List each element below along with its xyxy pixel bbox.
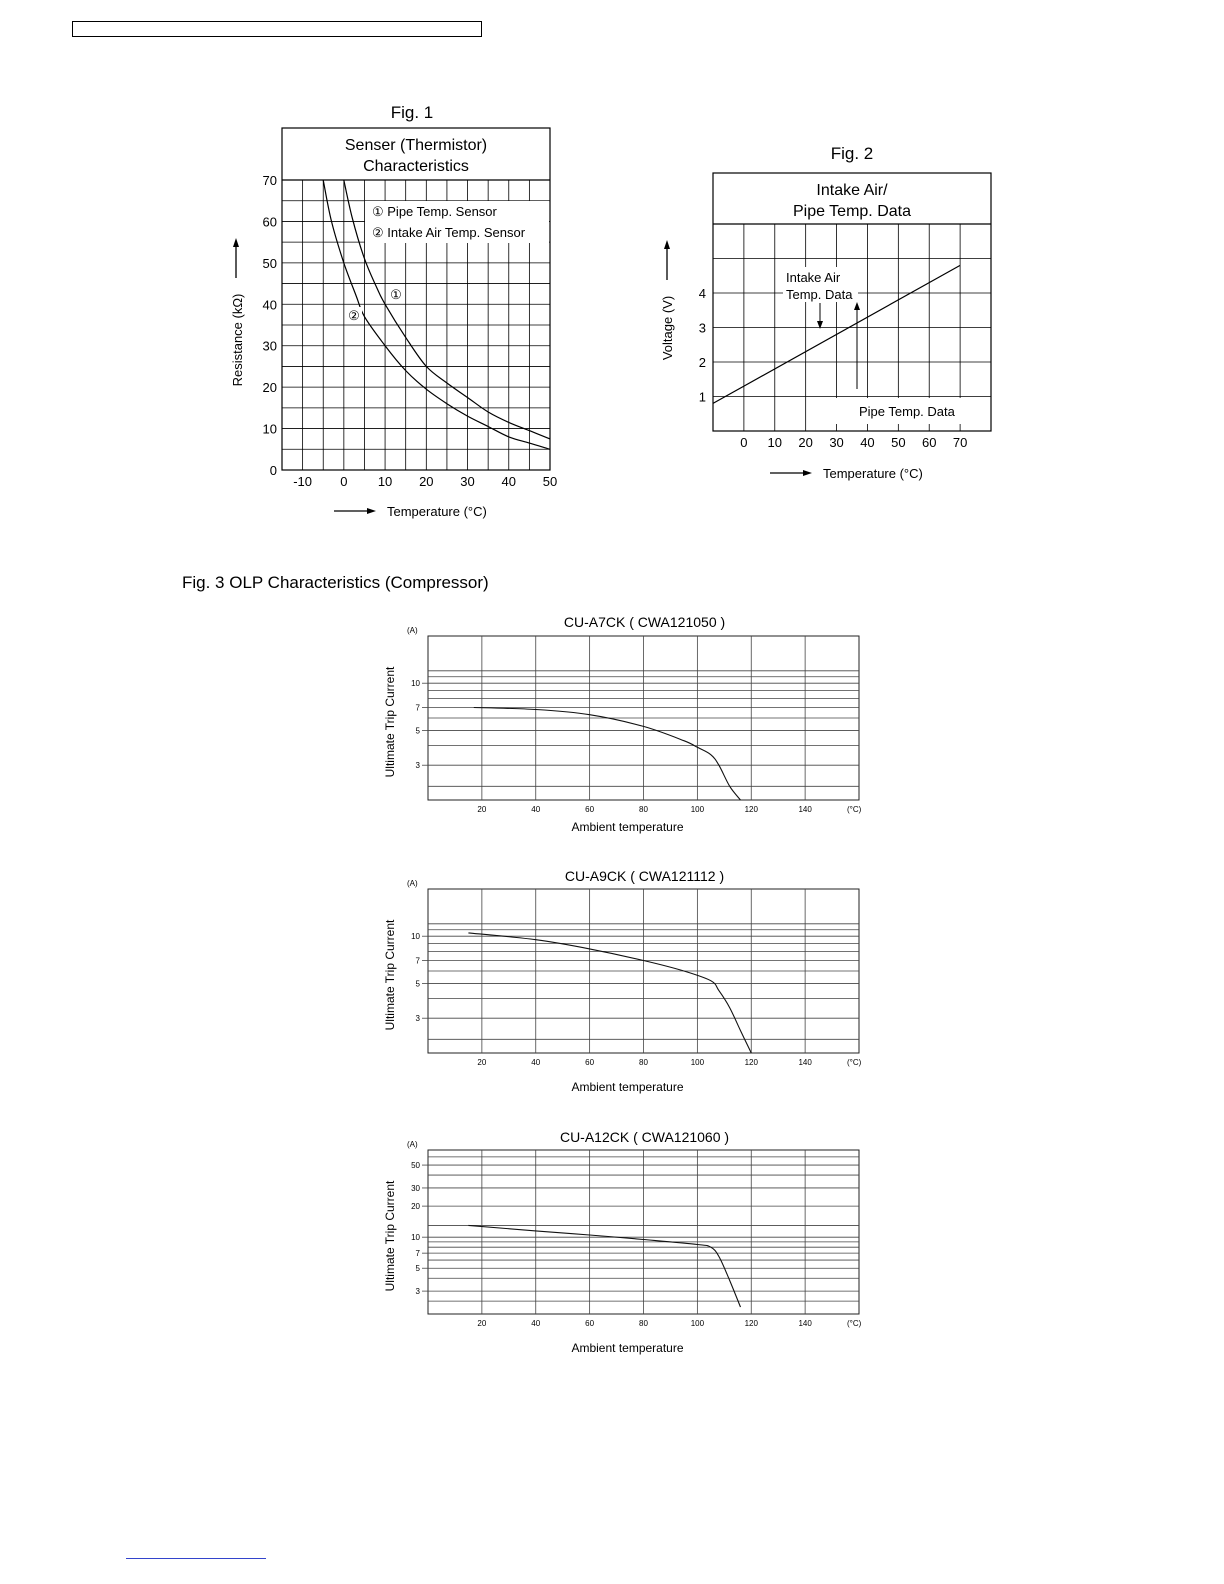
fig1-legend-pipe: ① Pipe Temp. Sensor [372,204,497,219]
fig1-frame [282,128,550,470]
olp-x-tick: 100 [690,1058,705,1067]
olp-x-unit: (°C) [847,805,862,814]
fig2-caption: Fig. 2 [830,144,874,163]
olp-x-tick: 60 [585,805,595,814]
olp-y-tick: 5 [415,979,420,989]
olp-x-tick: 80 [639,1319,648,1328]
olp-chart-a9ck [383,868,862,1094]
fig1-y-tick: 10 [262,421,277,437]
fig1-curve2-marker: ② [348,308,360,323]
fig1-x-tick: 10 [377,474,393,489]
olp-y-tick: 20 [411,1202,420,1212]
olp-title: CU-A7CK ( CWA121050 ) [563,614,726,630]
olp-ylabel: Ultimate Trip Current [383,919,397,1031]
fig1-x-tick: 40 [501,474,517,489]
fig1-y-arrowhead [233,238,239,247]
fig2-x-tick: 30 [829,435,844,450]
fig2-y-arrowhead [664,240,670,249]
olp-x-tick: 20 [477,805,487,814]
fig1-x-tick: -10 [293,474,313,489]
fig1-title-line2: Characteristics [363,158,469,175]
fig2-title-line1: Intake Air/ [816,182,888,199]
olp-x-tick: 140 [798,1058,812,1067]
olp-x-unit: (°C) [847,1058,862,1067]
olp-x-tick: 120 [744,805,758,814]
olp-xlabel: Ambient temperature [571,1080,684,1094]
fig1-y-tick: 40 [262,297,277,313]
olp-series-line [468,1225,740,1307]
olp-x-unit: (°C) [847,1319,862,1328]
fig1-x-arrowhead [367,508,376,514]
olp-x-tick: 40 [531,1319,541,1328]
fig2-xlabel: Temperature (°C) [823,466,923,481]
olp-y-tick: 30 [411,1183,420,1193]
olp-x-tick: 80 [639,805,648,814]
olp-y-tick: 5 [415,1264,420,1274]
olp-xlabel: Ambient temperature [571,820,684,834]
olp-x-tick: 140 [798,1319,812,1328]
fig1-y-tick: 50 [262,255,277,271]
fig1-y-tick: 20 [262,380,277,396]
fig1-title-line1: Senser (Thermistor) [344,137,488,154]
olp-y-tick: 3 [415,1014,420,1024]
fig1-y-tick: 60 [262,214,277,230]
fig2-y-tick: 1 [698,389,706,405]
olp-title: CU-A12CK ( CWA121060 ) [559,1129,730,1145]
fig1-x-tick: 20 [419,474,434,489]
olp-chart-a7ck [383,614,862,834]
olp-y-tick: 3 [415,761,420,771]
fig1-ylabel: Resistance (kΩ) [230,293,245,387]
fig2-pipe-pointer-head [854,302,860,310]
fig1-legend-intake: ② Intake Air Temp. Sensor [372,225,526,240]
olp-x-tick: 120 [744,1058,758,1067]
olp-x-tick: 60 [585,1319,595,1328]
olp-y-unit: (A) [407,1140,418,1149]
fig3-heading: Fig. 3 OLP Characteristics (Compressor) [182,573,489,592]
olp-x-tick: 60 [585,1058,595,1067]
fig2-x-arrowhead [803,470,812,476]
fig1-x-tick: 50 [542,474,558,489]
olp-x-tick: 20 [477,1058,487,1067]
fig2-annotation-intake-line1: Intake Air [786,270,841,285]
fig2-annotation-intake-line2: Temp. Data [786,287,853,302]
olp-y-tick: 10 [411,932,420,942]
olp-xlabel: Ambient temperature [571,1341,684,1355]
olp-x-tick: 120 [744,1319,758,1328]
fig1-xlabel: Temperature (°C) [387,504,487,519]
fig2-x-tick: 10 [767,435,783,450]
olp-x-tick: 40 [531,805,541,814]
fig2-x-tick: 50 [891,435,906,450]
fig1-caption: Fig. 1 [390,103,434,122]
fig1-x-tick: 30 [460,474,475,489]
fig2-x-tick: 20 [798,435,813,450]
fig1-y-tick: 30 [262,338,277,354]
olp-y-tick: 3 [415,1287,420,1297]
fig2-y-tick: 4 [698,286,706,301]
fig2-x-tick: 40 [860,435,875,450]
olp-y-tick: 50 [411,1161,420,1171]
olp-chart-a12ck [383,1129,862,1355]
olp-x-tick: 20 [477,1319,487,1328]
olp-x-tick: 80 [639,1058,648,1067]
olp-x-tick: 100 [690,1319,705,1328]
fig1-chart [263,128,558,489]
olp-x-tick: 140 [798,805,812,814]
olp-y-unit: (A) [407,626,418,635]
fig1-curve1-marker: ① [390,287,402,302]
fig1-y-tick: 0 [269,463,277,478]
fig2-annotation-pipe: Pipe Temp. Data [859,404,955,419]
fig2-y-tick: 2 [698,355,706,370]
fig2-title-line2: Pipe Temp. Data [793,203,911,220]
olp-title: CU-A9CK ( CWA121112 ) [564,868,725,884]
olp-y-tick: 10 [411,1233,420,1243]
fig1-y-tick: 70 [262,173,277,188]
olp-y-tick: 7 [415,956,420,966]
olp-y-tick: 7 [415,703,420,713]
olp-series-line [468,933,751,1053]
olp-y-unit: (A) [407,879,418,888]
fig1-x-tick: 0 [340,474,348,489]
olp-x-tick: 40 [531,1058,541,1067]
olp-y-tick: 7 [415,1249,420,1259]
fig2-x-tick: 60 [921,435,937,450]
olp-ylabel: Ultimate Trip Current [383,1180,397,1292]
olp-y-tick: 5 [415,726,420,736]
fig2-y-tick: 3 [698,320,706,336]
olp-x-tick: 100 [690,805,705,814]
fig2-x-tick: 70 [952,435,968,450]
fig2-ylabel: Voltage (V) [660,295,675,361]
olp-ylabel: Ultimate Trip Current [383,666,397,778]
olp-y-tick: 10 [411,679,420,689]
fig2-x-tick: 0 [740,435,748,450]
